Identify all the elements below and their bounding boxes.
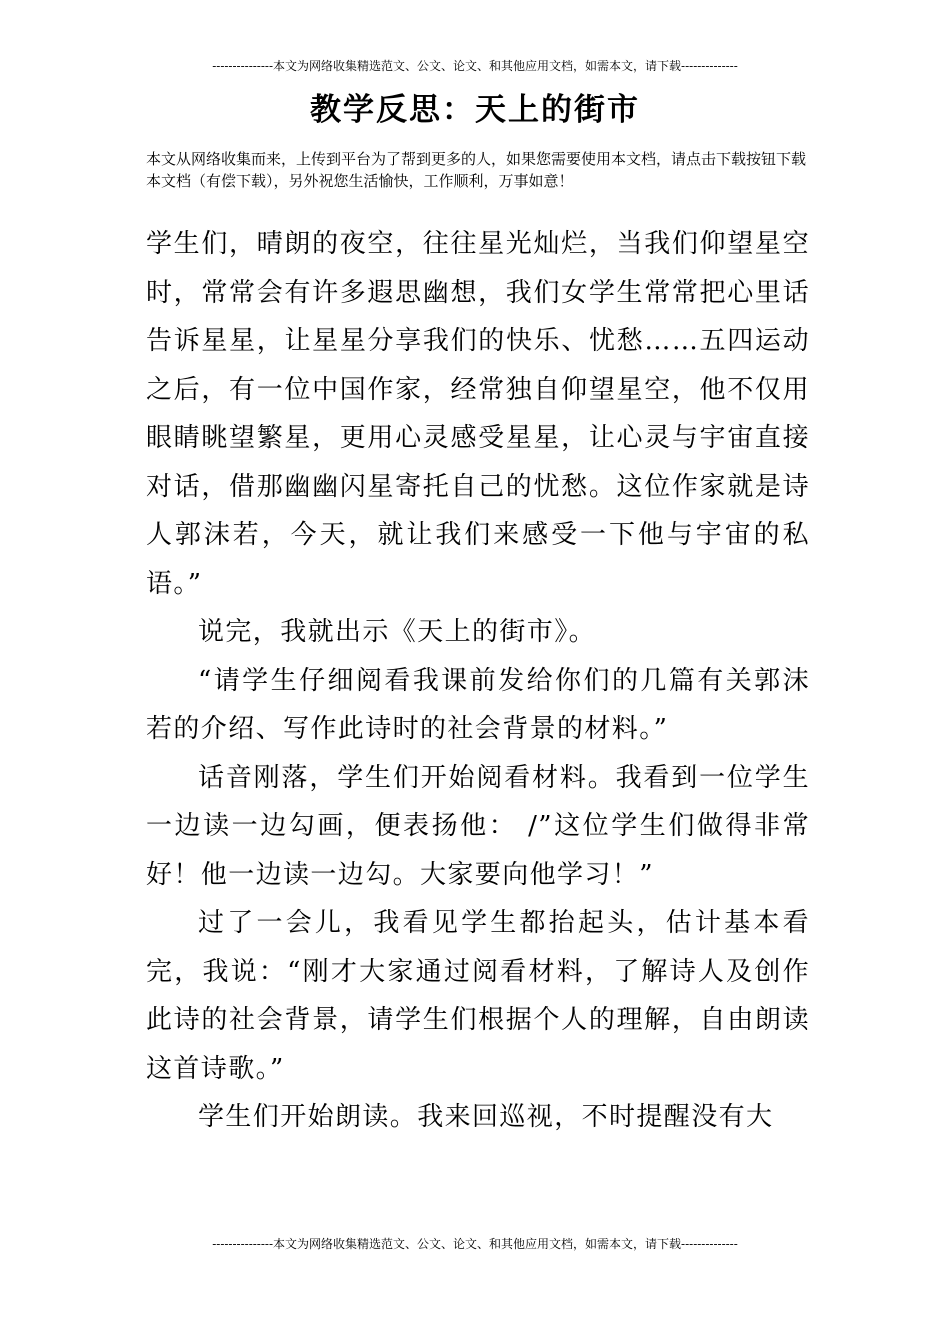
- body-paragraph-1: 学生们，晴朗的夜空，往往星光灿烂，当我们仰望星空时，常常会有许多遐思幽想，我们女学生常常把心里话告诉星星，让星星分享我们的快乐、忧愁……五四运动之后，有一位中国作家，经常独自仰望星空，他不仅用眼睛眺望繁星，更用心灵感受星星，让心灵与宇宙直接对话，借那幽幽闪星寄托自己的忧愁。这位作家就是诗人郭沫若，今天，就让我们来感受一下他与宇宙的私语。”: [146, 229, 810, 599]
- body-paragraph-2: 说完，我就出示《天上的街市》。: [198, 617, 597, 647]
- document-title: 教学反思：天上的街市: [310, 92, 640, 128]
- body-paragraph-3: “请学生仔细阅看我课前发给你们的几篇有关郭沫若的介绍、写作此诗时的社会背景的材料。”: [146, 665, 810, 744]
- document-body: [146, 220, 810, 1142]
- body-paragraph-5: 过了一会儿，我看见学生都抬起头，估计基本看完，我说：“刚才大家通过阅看材料，了解诗人及创作此诗的社会背景，请学生们根据个人的理解，自由朗读这首诗歌。”: [146, 908, 810, 1084]
- body-paragraph-6: 学生们开始朗读。我来回巡视，不时提醒没有大: [198, 1102, 774, 1132]
- page-footer: ---------------本文为网络收集精选范文、公文、论文、和其他应用文档，如需本文，请下载--------------: [212, 1237, 738, 1251]
- intro-notice: 本文从网络收集而来，上传到平台为了帮到更多的人，如果您需要使用本文档，请点击下载按钮下载本文档（有偿下载），另外祝您生活愉快，工作顺利，万事如意！: [146, 150, 807, 190]
- page-header: ---------------本文为网络收集精选范文、公文、论文、和其他应用文档，如需本文，请下载--------------: [212, 59, 738, 73]
- body-paragraph-4: 话音刚落，学生们开始阅看材料。我看到一位学生一边读一边勾画，便表扬他： /”这位学生们做得非常好！他一边读一边勾。大家要向他学习！”: [146, 762, 810, 890]
